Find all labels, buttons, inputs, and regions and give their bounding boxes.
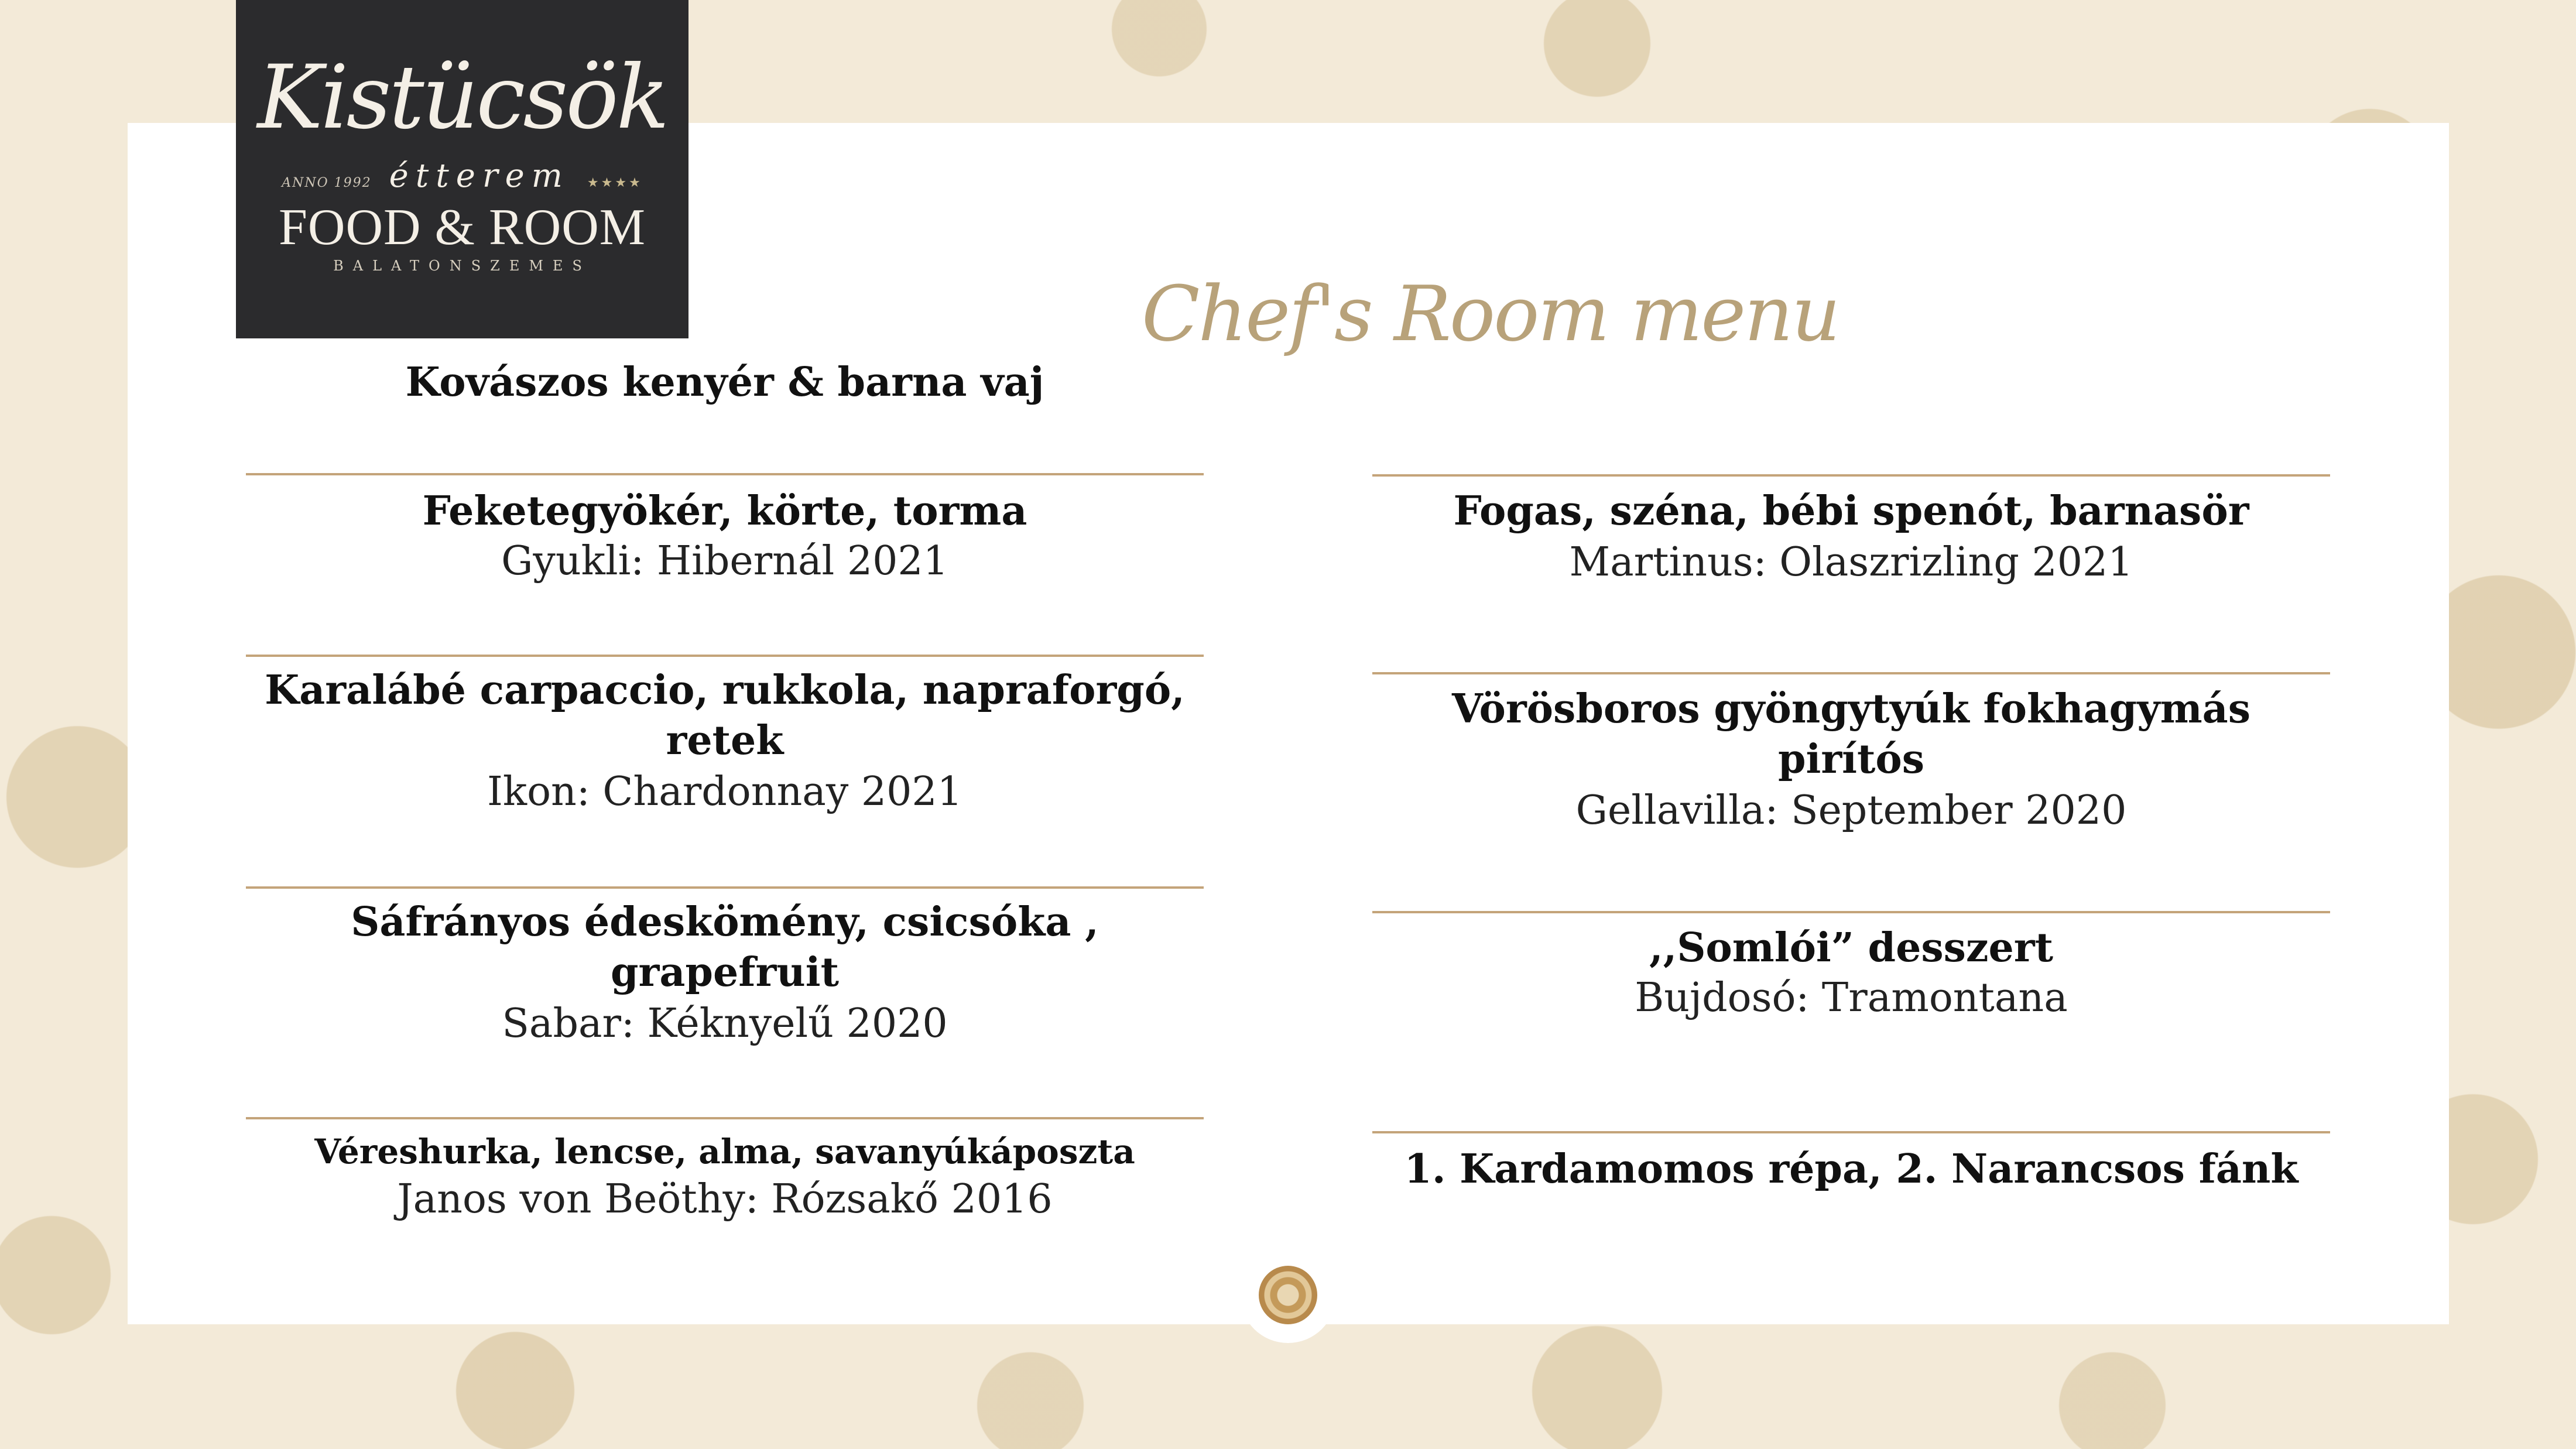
divider bbox=[1372, 911, 2330, 913]
logo-town: BALATONSZEMES bbox=[333, 258, 591, 274]
logo-anno: ANNO 1992 bbox=[282, 176, 372, 190]
starter-dish: Kovászos kenyér & barna vaj bbox=[405, 359, 1044, 406]
wine-pairing: Gellavilla: September 2020 bbox=[1575, 787, 2127, 834]
logo-script-name: Kistücsök bbox=[257, 47, 667, 149]
wine-pairing: Martinus: Olaszrizling 2021 bbox=[1569, 539, 2133, 585]
dish-name: Karalábé carpaccio, rukkola, napraforgó, retek bbox=[265, 667, 1185, 764]
divider bbox=[246, 473, 1204, 475]
wine-pairing: Gyukli: Hibernál 2021 bbox=[501, 538, 948, 584]
divider bbox=[1372, 1131, 2330, 1133]
wine-pairing: Ikon: Chardonnay 2021 bbox=[487, 769, 962, 815]
wine-pairing: Janos von Beöthy: Rózsakő 2016 bbox=[397, 1176, 1053, 1222]
wine-pairing: Bujdosó: Tramontana bbox=[1635, 975, 2068, 1021]
wine-pairing: Sabar: Kéknyelű 2020 bbox=[502, 1001, 948, 1047]
divider bbox=[246, 886, 1204, 889]
divider bbox=[1372, 672, 2330, 674]
logo-etterem: étterem bbox=[389, 157, 570, 195]
dish-name: ,,Somlói” desszert bbox=[1649, 924, 2054, 971]
dish-name: Fogas, széna, bébi spenót, barnasör bbox=[1453, 488, 2249, 535]
spiral-emblem-icon bbox=[1240, 1247, 1336, 1343]
divider bbox=[246, 1117, 1204, 1119]
logo-subline bbox=[236, 157, 688, 195]
dish-name: 1. Kardamomos répa, 2. Narancsos fánk bbox=[1404, 1146, 2298, 1193]
logo-food-room: FOOD & ROOM bbox=[278, 199, 646, 256]
spiral-emblem-inner bbox=[1259, 1266, 1317, 1324]
dish-name: Feketegyökér, körte, torma bbox=[422, 488, 1027, 535]
logo-stars: ★★★★ bbox=[587, 176, 643, 190]
dish-name: Véreshurka, lencse, alma, savanyúkáposzta bbox=[314, 1132, 1135, 1171]
divider bbox=[246, 655, 1204, 657]
restaurant-logo bbox=[236, 0, 688, 338]
dish-name: Sáfrányos édeskömény, csicsóka , grapefruit bbox=[351, 899, 1099, 996]
menu-title: Chef's Room menu bbox=[1142, 269, 1839, 358]
dish-name: Vörösboros gyöngytyúk fokhagymás pirítós bbox=[1451, 686, 2251, 783]
divider bbox=[1372, 474, 2330, 477]
